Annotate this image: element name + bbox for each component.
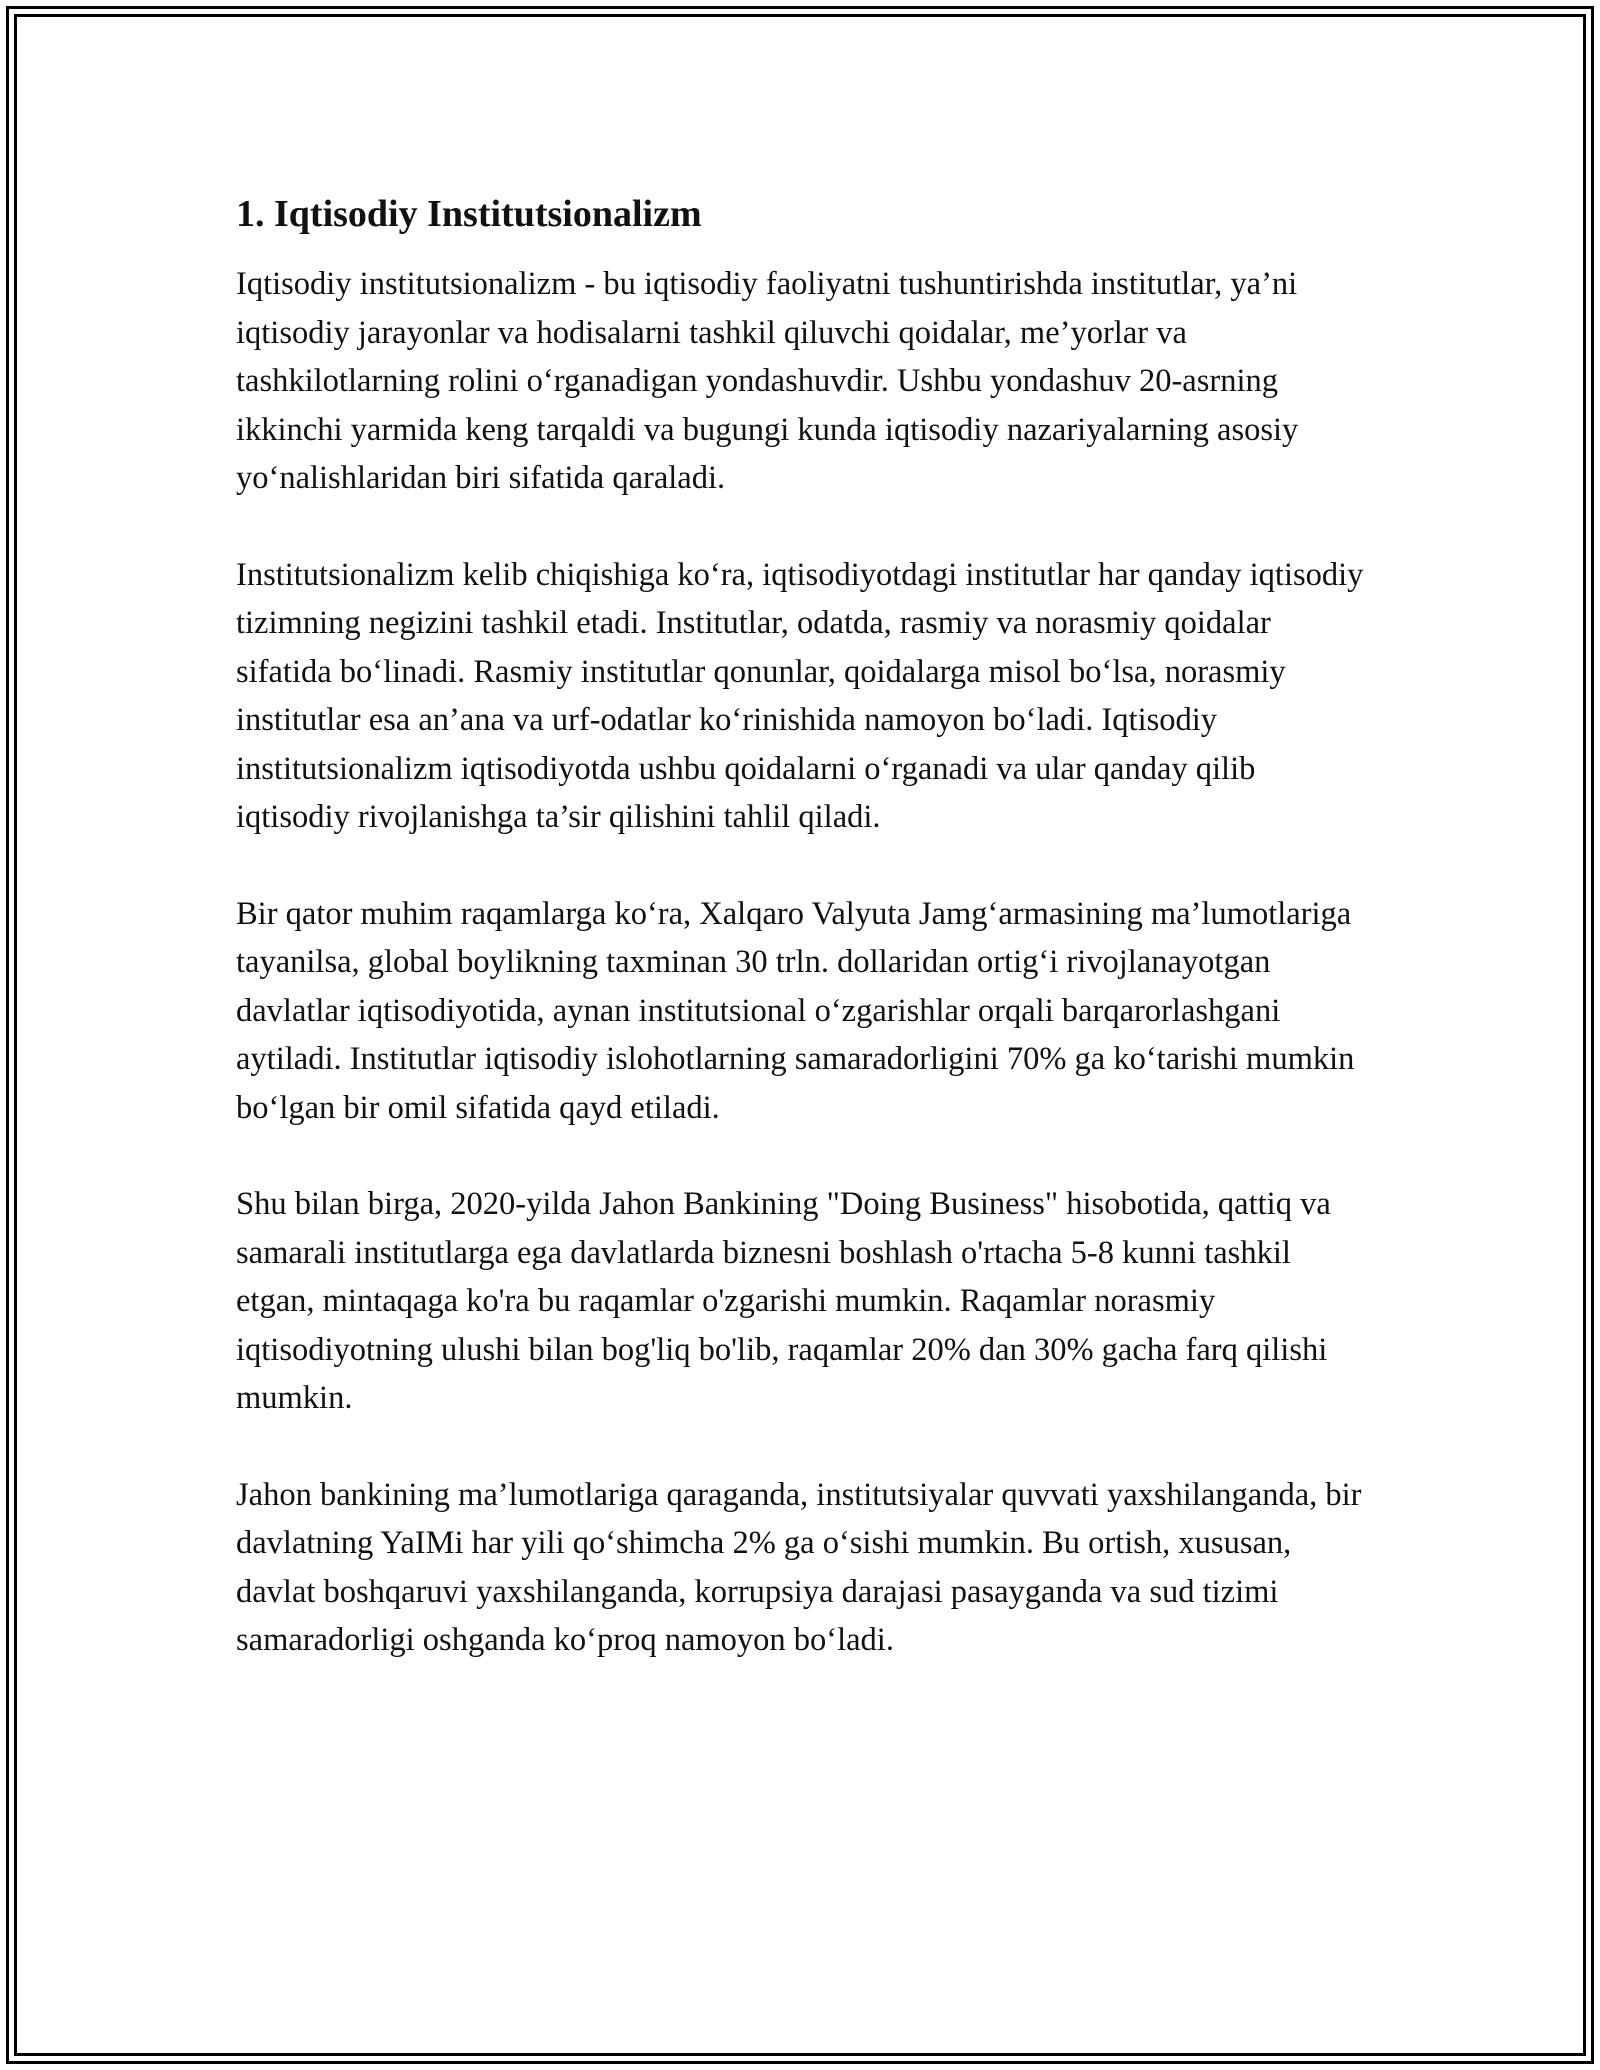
paragraph-1: Iqtisodiy institutsionalizm - bu iqtisodiy faoliyatni tushuntirishda institutlar, ya’ni iqtisodiy jarayonlar va hodisalarni tashkil qiluvchi qoidalar, me’yorlar va tashkilotlarning rolini o‘rganadigan yondashuvdir. Ushbu yondashuv 20-asrning ikkinchi yarmida keng tarqaldi va bugungi kunda iqtisodiy nazariyalarning asosiy yo‘nalishlaridan biri sifatida qaraladi. (236, 266, 1299, 496)
paragraph-5: Jahon bankining ma’lumotlariga qaraganda, institutsiyalar quvvati yaxshilanganda, bir davlatning YaIMi har yili qo‘shimcha 2% ga o‘sishi mumkin. Bu ortish, xususan, davlat boshqaruvi yaxshilanganda, korrupsiya darajasi pasayganda va sud tizimi samaradorligi oshganda ko‘proq namoyon bo‘ladi. (236, 1476, 1362, 1658)
paragraph-3: Bir qator muhim raqamlarga ko‘ra, Xalqaro Valyuta Jamg‘armasining ma’lumotlariga tayanilsa, global boylikning taxminan 30 trln. dollaridan ortig‘i rivojlanayotgan davlatlar iqtisodiyotida, aynan institutsional o‘zgarishlar orqali barqarorlashgani aytiladi. Institutlar iqtisodiy islohotlarning samaradorligini 70% ga ko‘tarishi mumkin bo‘lgan bir omil sifatida qayd etiladi. (236, 895, 1355, 1126)
paragraph-2: Institutsionalizm kelib chiqishiga ko‘ra, iqtisodiyotdagi institutlar har qanday iqtisodiy tizimning negizini tashkil etadi. Institutlar, odatda, rasmiy va norasmiy qoidalar sifatida bo‘linadi. Rasmiy institutlar qonunlar, qoidalarga misol bo‘lsa, norasmiy institutlar esa an’ana va urf-odatlar ko‘rinishida namoyon bo‘ladi. Iqtisodiy institutsionalizm iqtisodiyotda ushbu qoidalarni o‘rganadi va ular qanday qilib iqtisodiy rivojlanishga ta’sir qilishini tahlil qiladi. (236, 556, 1364, 835)
document-body (236, 188, 1366, 1665)
section-heading: 1. Iqtisodiy Institutsionalizm (236, 193, 702, 235)
paragraph-4: Shu bilan birga, 2020-yilda Jahon Bankining "Doing Business" hisobotida, qattiq va samarali institutlarga ega davlatlarda biznesni boshlash o'rtacha 5-8 kunni tashkil etgan, mintaqaga ko'ra bu raqamlar o'zgarishi mumkin. Raqamlar norasmiy iqtisodiyotning ulushi bilan bog'liq bo'lib, raqamlar 20% dan 30% gacha farq qilishi mumkin. (236, 1186, 1331, 1416)
